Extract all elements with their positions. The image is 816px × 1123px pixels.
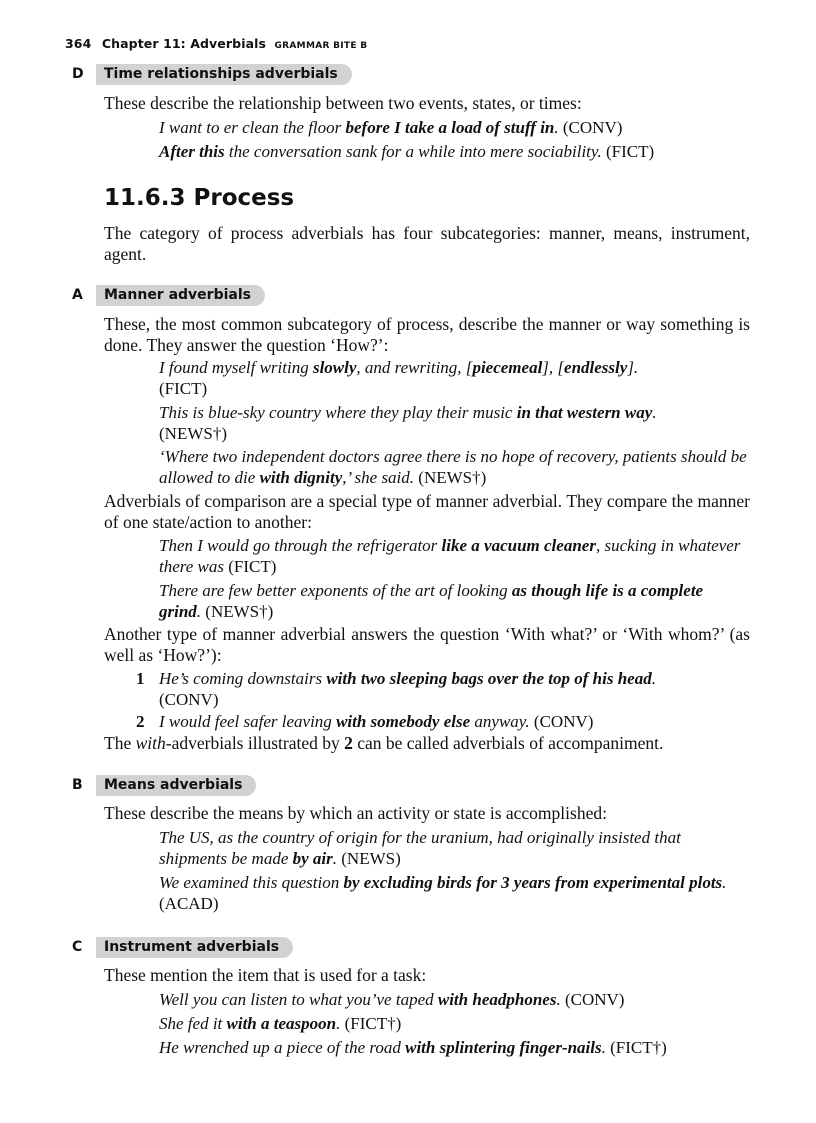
example-text: ‘Where two independent doctors agree there is no hope of recovery, patients should be allowed to die with dignity,’ she said. (NEWS†) [159,447,747,487]
example-text: After this the conversation sank for a while into mere sociability. (FICT) [159,142,655,161]
section-d-intro: These describe the relationship between two events, states, or times: [104,93,582,113]
example-text: He’s coming downstairs with two sleeping bags over the top of his head. (CONV) [159,669,656,709]
example-text: There are few better exponents of the art of looking as though life is a complete grind. (NEWS†) [159,581,704,621]
example-text: I want to er clean the floor before I take a load of stuff in. (CONV) [159,118,623,137]
running-head [65,36,367,51]
page-number: 364 [65,36,92,51]
example-text: Well you can listen to what you’ve taped with headphones. (CONV) [159,990,625,1009]
example-text: This is blue-sky country where they play their music in that western way. (NEWS†) [159,403,657,443]
section-title: Time relationships adverbials [96,64,352,85]
example-text: I found myself writing slowly, and rewriting, [piecemeal], [endlessly]. (FICT) [159,358,639,398]
section-letter: A [72,287,83,303]
section-title: Means adverbials [96,775,256,796]
subsection-intro: The category of process adverbials has four subcategories: manner, means, instrument, agent. [104,223,750,264]
section-letter: D [72,66,84,82]
example-text: Then I would go through the refrigerator like a vacuum cleaner, sucking in whatever there was (FICT) [159,536,741,576]
section-a-heading [72,284,265,306]
section-title: Instrument adverbials [96,937,293,958]
section-d-heading [72,63,352,85]
example-text: She fed it with a teaspoon. (FICT†) [159,1014,402,1033]
section-title: Manner adverbials [96,285,265,306]
with-intro: Another type of manner adverbial answers the question ‘With what?’ or ‘With whom?’ (as well as ‘How?’): [104,624,750,665]
grammar-bite-label: GRAMMAR BITE B [274,41,368,51]
section-b-intro: These describe the means by which an activity or state is accomplished: [104,803,607,823]
comparison-intro: Adverbials of comparison are a special type of manner adverbial. They compare the manner of one state/action to another: [104,491,750,532]
chapter-title: Chapter 11: Adverbials [101,36,267,51]
example-text: We examined this question by excluding birds for 3 years from experimental plots. (ACAD) [159,873,727,913]
section-a-intro: These, the most common subcategory of process, describe the manner or way something is done. They answer the question ‘How?’: [104,314,750,355]
section-c-intro: These mention the item that is used for a task: [104,965,427,985]
section-c-heading [72,936,293,958]
example-text: He wrenched up a piece of the road with splintering finger-nails. (FICT†) [159,1038,667,1057]
subsection-heading: 11.6.3 Process [104,185,295,211]
section-letter: B [72,777,83,793]
section-letter: C [72,939,83,955]
example-text: The US, as the country of origin for the uranium, had originally insisted that shipments be made by air. (NEWS) [159,828,681,868]
example-number: 1 [136,669,145,688]
accompaniment-note: The with-adverbials illustrated by 2 can be called adverbials of accompaniment. [104,733,664,753]
example-number: 2 [136,712,145,731]
section-b-heading [72,774,256,796]
example-text: I would feel safer leaving with somebody else anyway. (CONV) [159,712,594,731]
